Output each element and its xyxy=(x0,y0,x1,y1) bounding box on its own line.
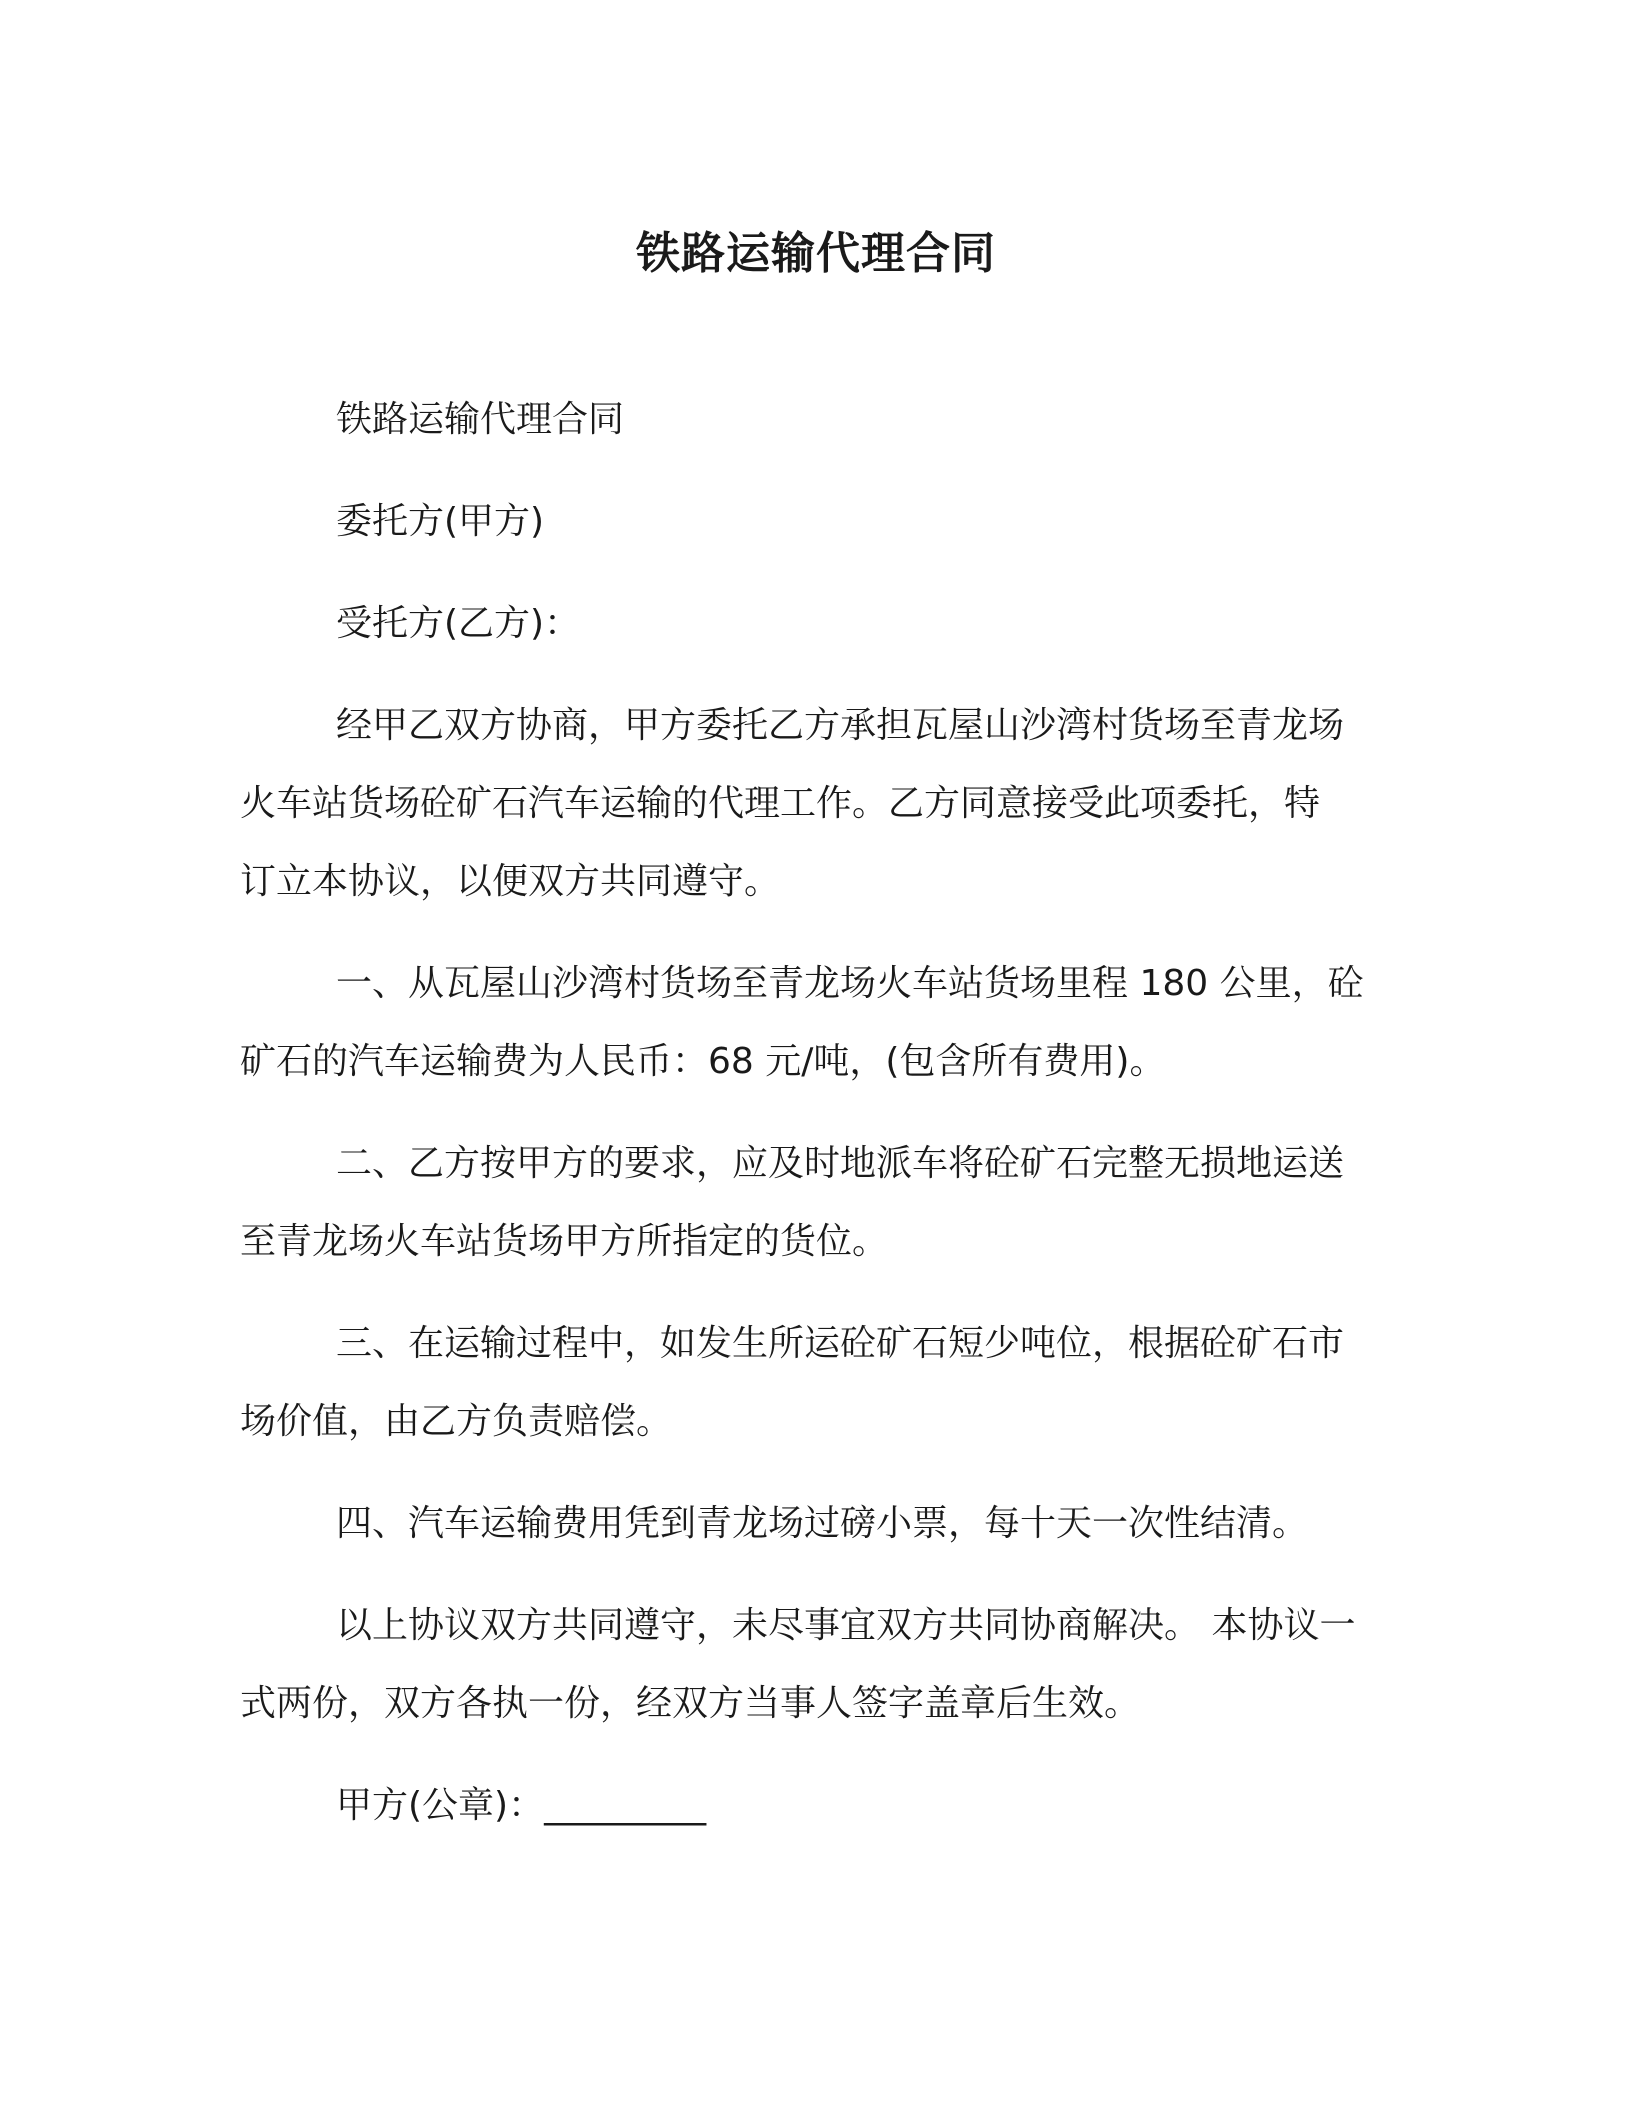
clause-1-line: 一、从瓦屋山沙湾村货场至青龙场火车站货场里程 180 公里，砼 xyxy=(336,963,1364,1004)
clause-1-line: 矿石的汽车运输费为人民币：68 元/吨，(包含所有费用)。 xyxy=(240,1041,1166,1082)
clause-3-line: 场价值，由乙方负责赔偿。 xyxy=(240,1401,673,1442)
intro-paragraph-line: 火车站货场砼矿石汽车运输的代理工作。乙方同意接受此项委托，特 xyxy=(240,783,1321,824)
intro-paragraph-line: 订立本协议，以便双方共同遵守。 xyxy=(240,861,781,902)
closing-paragraph-line: 式两份，双方各执一份，经双方当事人签字盖章后生效。 xyxy=(240,1683,1141,1724)
clause-3-line: 三、在运输过程中，如发生所运砼矿石短少吨位，根据砼矿石市 xyxy=(336,1323,1345,1364)
party-b-label: 受托方(乙方)： xyxy=(336,603,581,644)
document-heading: 铁路运输代理合同 xyxy=(336,399,625,440)
clause-2-line: 至青龙场火车站货场甲方所指定的货位。 xyxy=(240,1221,889,1262)
closing-paragraph-line: 以上协议双方共同遵守，未尽事宜双方共同协商解决。 本协议一 xyxy=(336,1605,1356,1646)
party-a-signature-field: 甲方(公章)：_________ xyxy=(336,1785,707,1826)
intro-paragraph-line: 经甲乙双方协商，甲方委托乙方承担瓦屋山沙湾村货场至青龙场 xyxy=(336,705,1345,746)
clause-4-line: 四、汽车运输费用凭到青龙场过磅小票，每十天一次性结清。 xyxy=(336,1503,1309,1544)
clause-2-line: 二、乙方按甲方的要求，应及时地派车将砼矿石完整无损地运送 xyxy=(336,1143,1345,1184)
party-a-label: 委托方(甲方) xyxy=(336,501,545,542)
document-title: 铁路运输代理合同 xyxy=(636,228,996,279)
